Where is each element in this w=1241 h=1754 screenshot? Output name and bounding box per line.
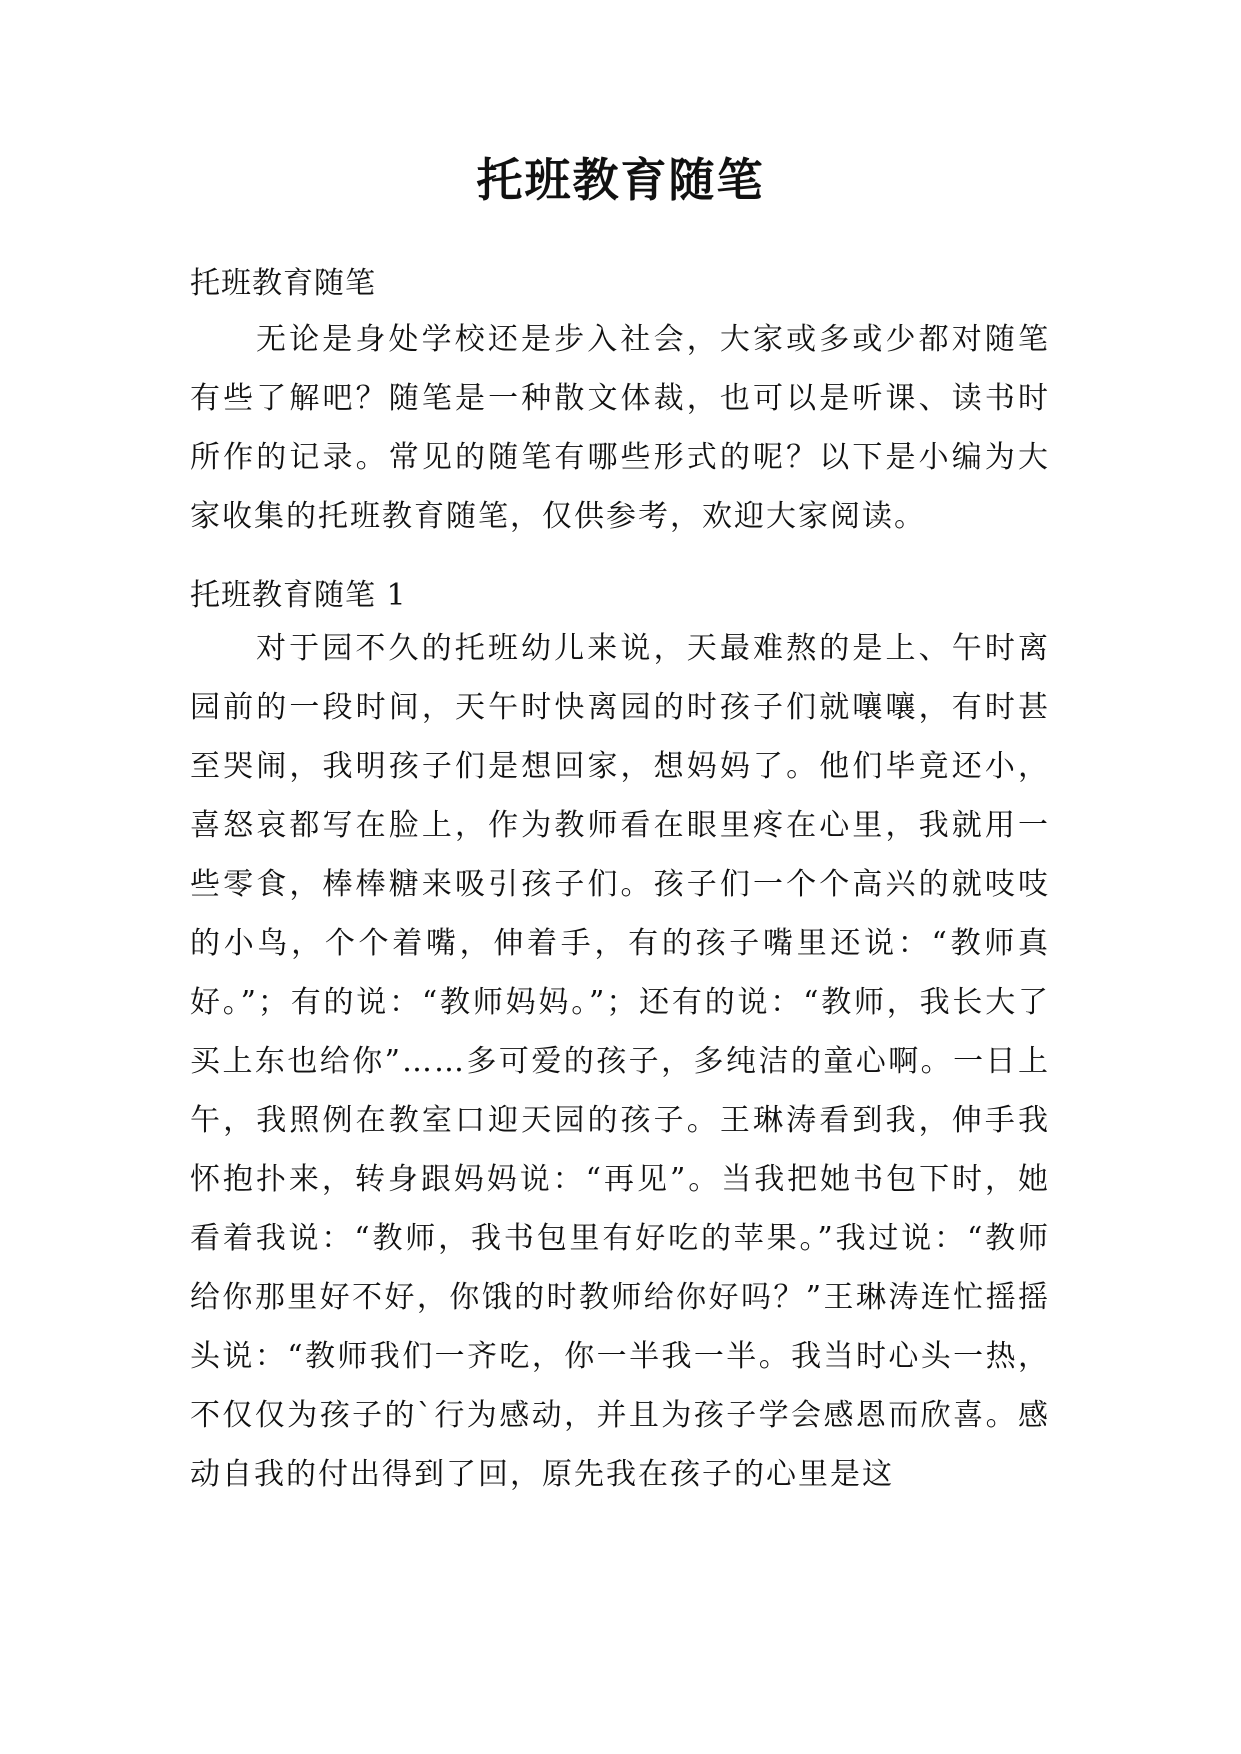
document-title: 托班教育随笔 — [476, 153, 765, 207]
section-1-paragraph: 对于园不久的托班幼儿来说，天最难熬的是上、午时离园前的一段时间，天午时快离园的时孩子们就嚷嚷，有时甚至哭闹，我明孩子们是想回家，想妈妈了。他们毕竟还小，喜怒哀都写在脸上，作为教师看在眼里疼在心里，我就用一些零食，棒棒糖来吸引孩子们。孩子们一个个高兴的就吱吱的小鸟，个个着嘴，伸着手，有的孩子嘴里还说：“教师真好。”；有的说：“教师妈妈。”；还有的说：“教师，我长大了买上东也给你”……多可爱的孩子，多纯洁的童心啊。一日上午，我照例在教室口迎天园的孩子。王琳涛看到我，伸手我怀抱扑来，转身跟妈妈说：“再见”。当我把她书包下时，她看着我说：“教师，我书包里有好吃的苹果。”我过说：“教师给你那里好不好，你饿的时教师给你好吗？”王琳涛连忙摇摇头说：“教师我们一齐吃，你一半我一半。我当时心头一热，不仅仅为孩子的`行为感动，并且为孩子学会感恩而欣喜。感动自我的付出得到了回，原先我在孩子的心里是这 — [190, 631, 1050, 1492]
section-1-heading: 托班教育随笔 1 — [190, 578, 407, 613]
intro-heading: 托班教育随笔 — [190, 266, 376, 301]
intro-paragraph: 无论是身处学校还是步入社会，大家或多或少都对随笔有些了解吧？随笔是一种散文体裁，也可以是听课、读书时所作的记录。常见的随笔有哪些形式的呢？以下是小编为大家收集的托班教育随笔，仅供参考，欢迎大家阅读。 — [190, 322, 1050, 534]
